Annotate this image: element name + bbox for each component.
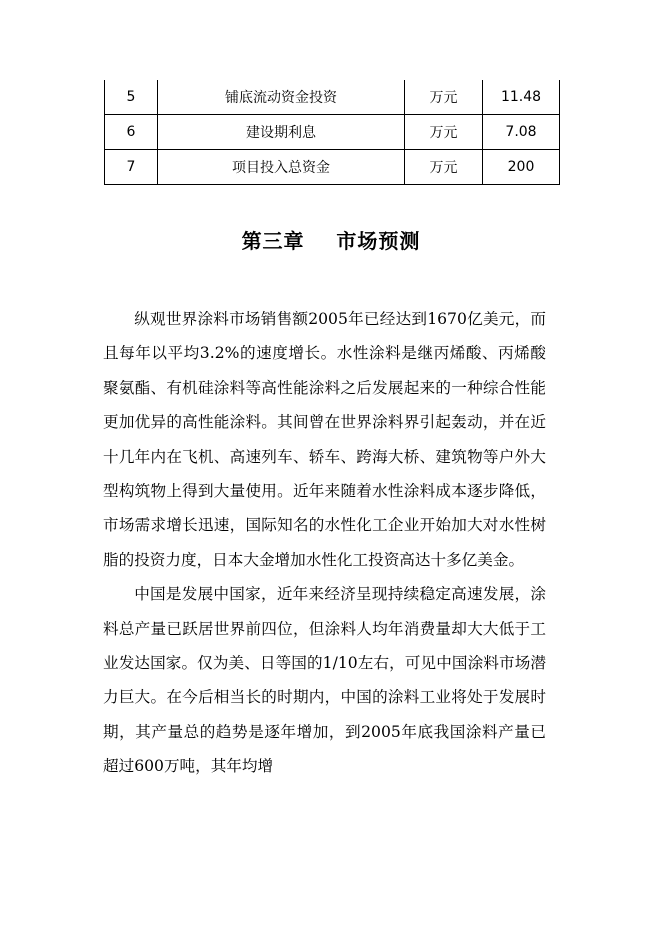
row-unit: 万元 <box>405 115 483 150</box>
row-unit: 万元 <box>405 150 483 185</box>
table-row <box>105 150 560 185</box>
paragraph: 中国是发展中国家，近年来经济呈现持续稳定高速发展，涂料总产量已跃居世界前四位，但涂料人均年消费量却大大低于工业发达国家。仅为美、日等国的1/10左右，可见中国涂料市场潜力巨大。在今后相当长的时期内，中国的涂料工业将处于发展时期，其产量总的趋势是逐年增加，到2005年底我国涂料产量已超过600万吨，其年均增 <box>103 585 546 776</box>
table-row <box>105 115 560 150</box>
investment-table <box>104 80 560 185</box>
body-text <box>103 302 546 784</box>
row-number: 7 <box>105 150 158 185</box>
row-unit: 万元 <box>405 80 483 115</box>
paragraph: 纵观世界涂料市场销售额2005年已经达到1670亿美元，而且每年以平均3.2%的速度增长。水性涂料是继丙烯酸、丙烯酸聚氨酯、有机硅涂料等高性能涂料之后发展起来的一种综合性能更加优异的高性能涂料。其间曾在世界涂料界引起轰动，并在近十几年内在飞机、高速列车、轿车、跨海大桥、建筑物等户外大型构筑物上得到大量使用。近年来随着水性涂料成本逐步降低，市场需求增长迅速，国际知名的水性化工企业开始加大对水性树脂的投资力度，日本大金增加水性化工投资高达十多亿美金。 <box>103 310 546 569</box>
row-value: 7.08 <box>483 115 560 150</box>
chapter-title: 第三章 市场预测 <box>241 229 421 253</box>
row-item: 铺底流动资金投资 <box>158 80 405 115</box>
row-number: 5 <box>105 80 158 115</box>
row-value: 11.48 <box>483 80 560 115</box>
row-item: 项目投入总资金 <box>158 150 405 185</box>
row-value: 200 <box>483 150 560 185</box>
row-item: 建设期利息 <box>158 115 405 150</box>
table-row <box>105 80 560 115</box>
row-number: 6 <box>105 115 158 150</box>
